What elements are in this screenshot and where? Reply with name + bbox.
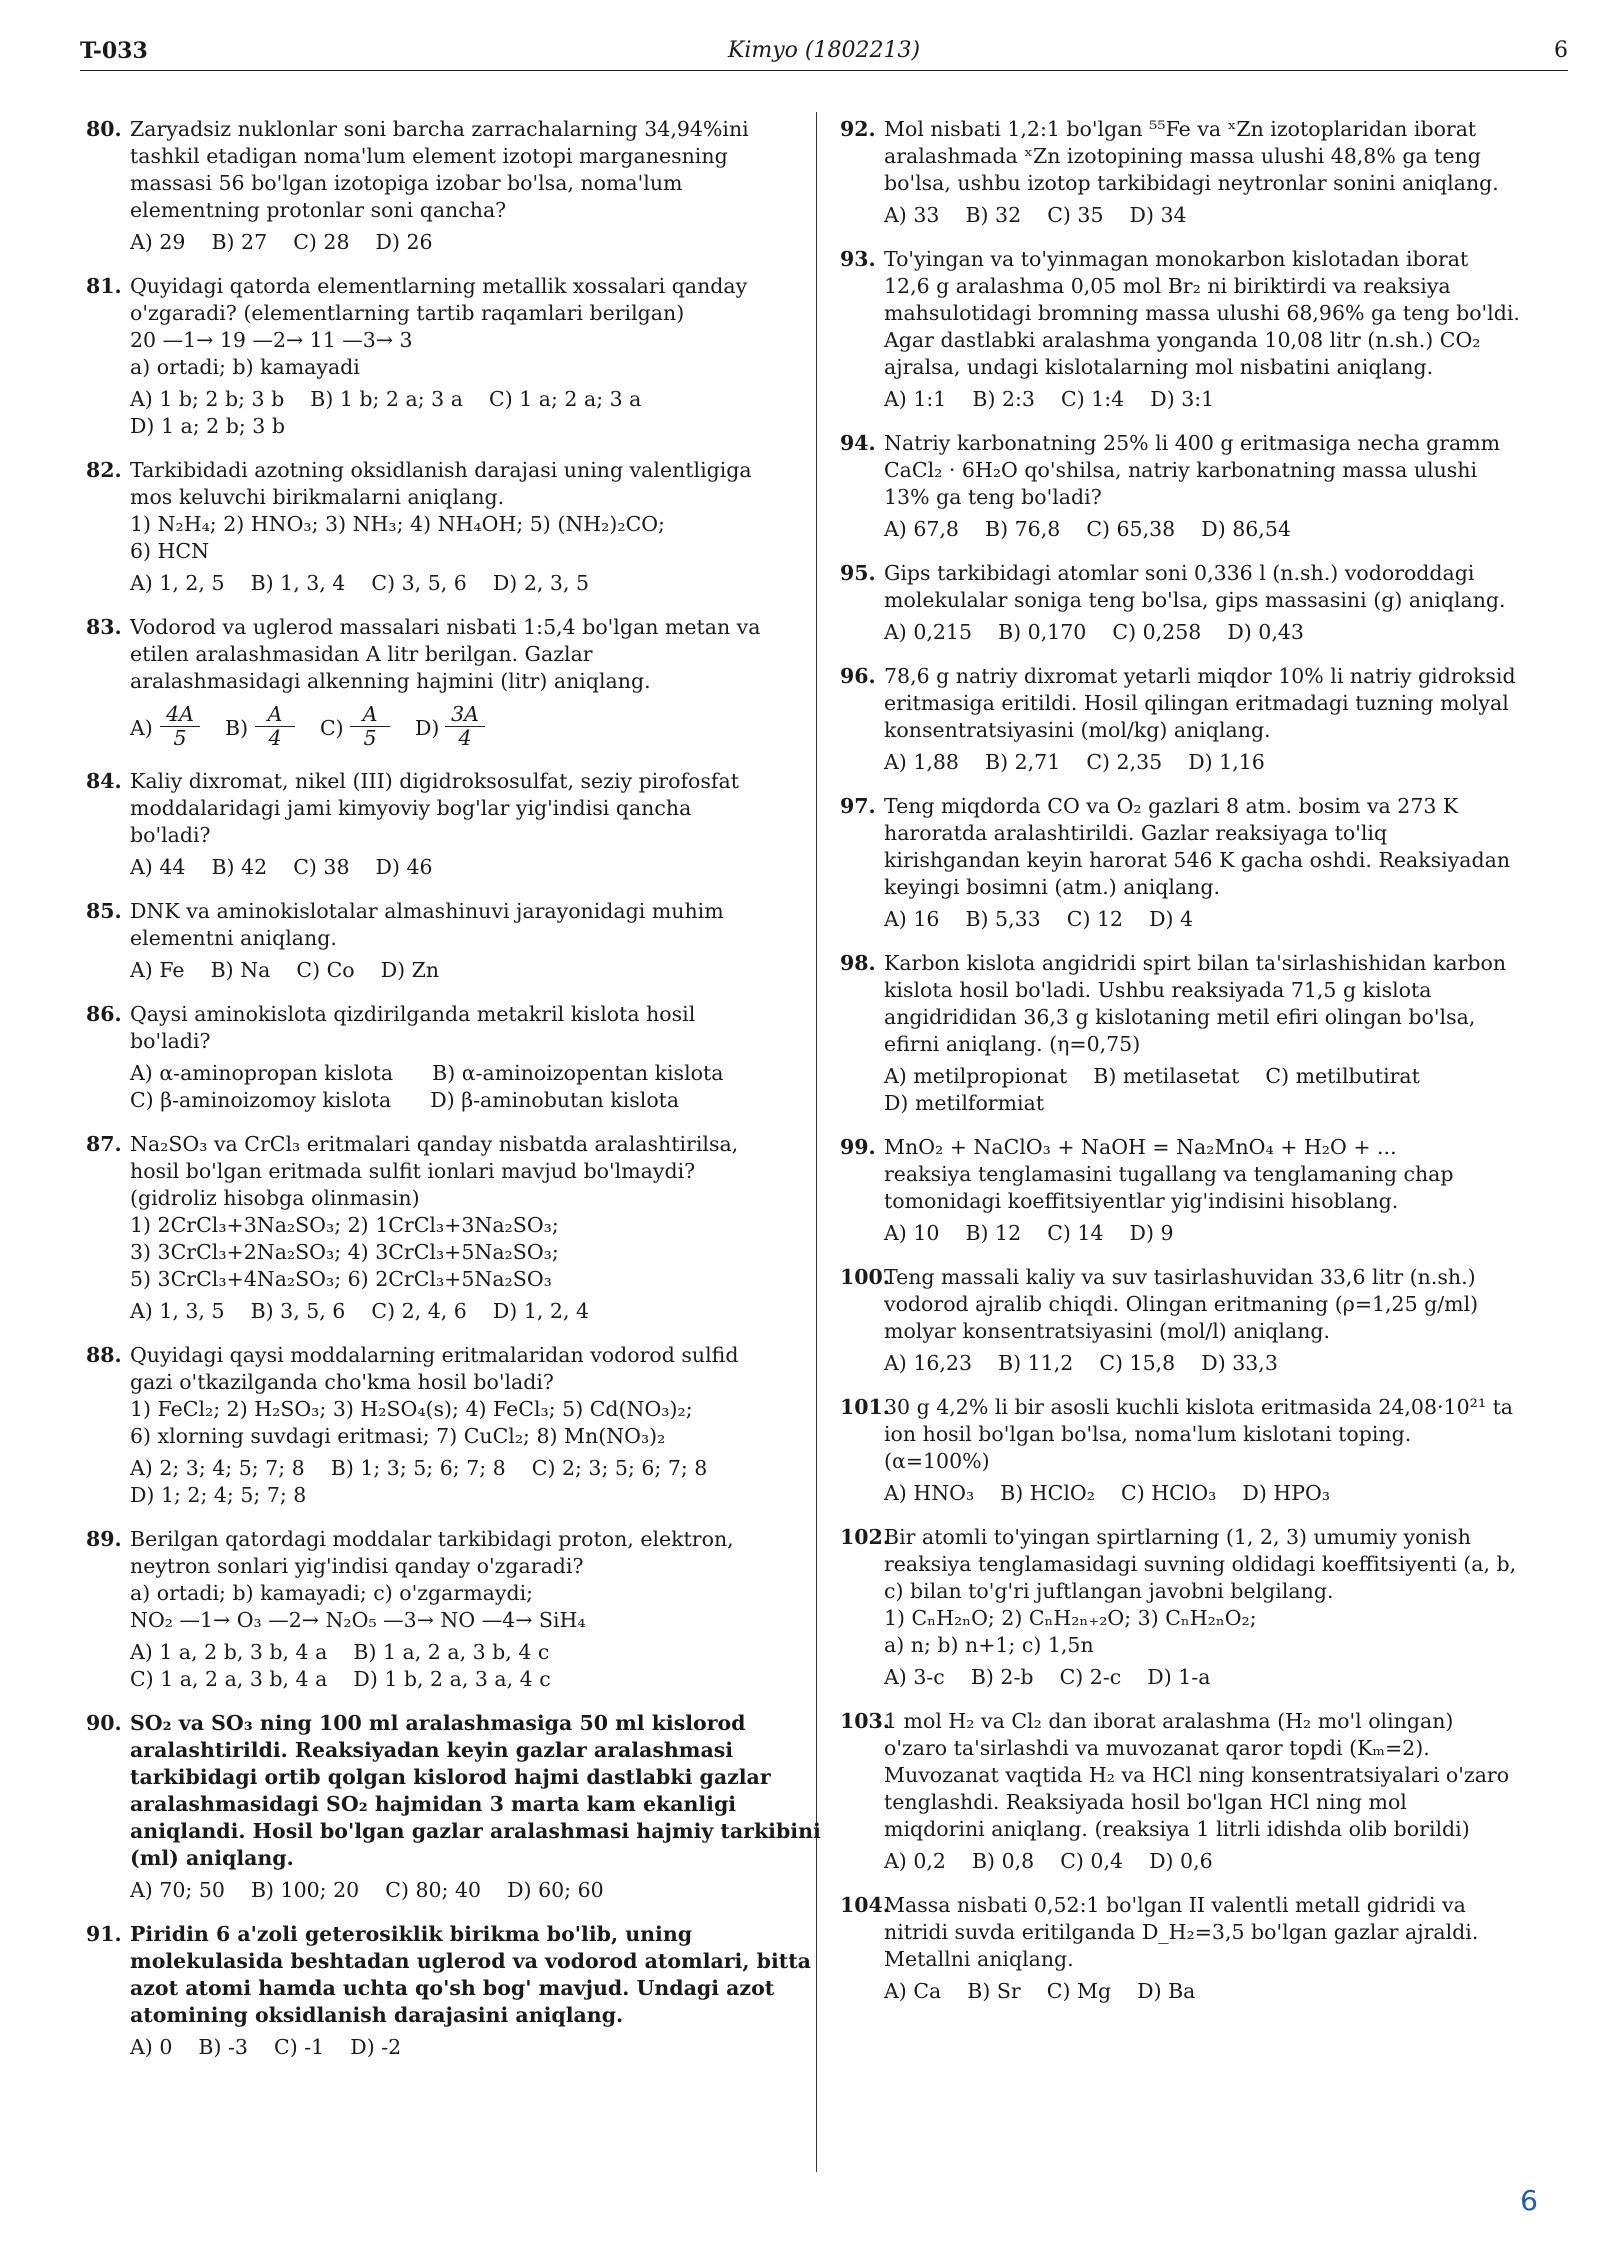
question-number: 98.	[840, 951, 876, 975]
question	[86, 614, 796, 751]
question-text-line: Quyidagi qaysi moddalarning eritmalaridan vodorod sulfid	[130, 1343, 739, 1367]
question-text-line: mahsulotidagi bromning massa ulushi 68,96% ga teng bo'ldi.	[884, 301, 1520, 325]
question-text-line: 3) 3CrCl₃+2Na₂SO₃; 4) 3CrCl₃+5Na₂SO₃;	[130, 1240, 559, 1264]
answer-options: A) 67,8 B) 76,8 C) 65,38 D) 86,54	[884, 517, 1291, 541]
question-number: 80.	[86, 117, 122, 141]
question-text-line: Natriy karbonatning 25% li 400 g eritmasiga necha gramm	[884, 431, 1501, 455]
question	[86, 898, 796, 984]
option-letter: B)	[225, 716, 249, 740]
answer-options: A) 3-c B) 2-b C) 2-c D) 1-a	[884, 1665, 1211, 1689]
question-text-line: 6) HCN	[130, 539, 210, 563]
answer-options: A) 1 b; 2 b; 3 b B) 1 b; 2 a; 3 a C) 1 a; 2 a; 3 a	[130, 387, 642, 411]
question-text-line: kirishgandan keyin harorat 546 K gacha oshdi. Reaksiyadan	[884, 848, 1511, 872]
question-text-line: DNK va aminokislotalar almashinuvi jarayonidagi muhim	[130, 899, 724, 923]
question	[840, 1708, 1550, 1875]
question-text-line: 12,6 g aralashma 0,05 mol Br₂ ni biriktirdi va reaksiya	[884, 274, 1451, 298]
question-text-line: neytron sonlari yig'indisi qanday o'zgaradi?	[130, 1554, 584, 1578]
answer-options: A) 1,88 B) 2,71 C) 2,35 D) 1,16	[884, 750, 1265, 774]
question-text-line: o'zgaradi? (elementlarning tartib raqamlari berilgan)	[130, 301, 685, 325]
question	[86, 1526, 796, 1693]
question-text-line: 30 g 4,2% li bir asosli kuchli kislota eritmasida 24,08·10²¹ ta	[884, 1395, 1514, 1419]
question-text-line: aralashtirildi. Reaksiyadan keyin gazlar aralashmasi	[130, 1738, 734, 1762]
question-text-line: ajralsa, undagi kislotalarning mol nisbatini aniqlang.	[884, 355, 1434, 379]
question	[86, 1710, 821, 1904]
question-text-line: vodorod ajralib chiqdi. Olingan eritmaning (ρ=1,25 g/ml)	[884, 1292, 1479, 1316]
question-text-line: MnO₂ + NaClO₃ + NaOH = Na₂MnO₄ + H₂O + ...	[884, 1135, 1397, 1159]
question-number: 93.	[840, 247, 876, 271]
question-text-line: 1) CₙH₂ₙO; 2) CₙH₂ₙ₊₂O; 3) CₙH₂ₙO₂;	[884, 1606, 1257, 1630]
question-text-line: moddalaridagi jami kimyoviy bog'lar yig'indisi qancha	[130, 796, 692, 820]
question-text-line: bo'ladi?	[130, 823, 211, 847]
subject-title: Kimyo (1802213)	[727, 38, 921, 63]
answer-options: A) 29 B) 27 C) 28 D) 26	[130, 230, 433, 254]
answer-options: D) metilformiat	[884, 1091, 1045, 1115]
question-number: 94.	[840, 431, 876, 455]
question	[840, 793, 1550, 933]
question-text-line: a) n; b) n+1; c) 1,5n	[884, 1633, 1094, 1657]
question-number: 97.	[840, 794, 876, 818]
question-text-line: molekulalar soniga teng bo'lsa, gips massasini (g) aniqlang.	[884, 588, 1506, 612]
fraction-numerator: A	[255, 703, 295, 727]
question-text-line: nitridi suvda eritilganda D_H₂=3,5 bo'lgan gazlar ajraldi.	[884, 1920, 1479, 1944]
fraction-denominator: 5	[173, 726, 187, 750]
question-text-line: mos keluvchi birikmalarni aniqlang.	[130, 485, 505, 509]
question-text-line: Agar dastlabki aralashma yonganda 10,08 litr (n.sh.) CO₂	[884, 328, 1481, 352]
answer-options: A) metilpropionat B) metilasetat C) metilbutirat	[884, 1064, 1420, 1088]
answer-options: C) 1 a, 2 a, 3 b, 4 a D) 1 b, 2 a, 3 a, 4 c	[130, 1667, 551, 1691]
answer-options: A) 33 B) 32 C) 35 D) 34	[884, 203, 1187, 227]
question-text-line: azot atomi hamda uchta qo'sh bog' mavjud. Undagi azot	[130, 1976, 775, 2000]
left-column	[86, 116, 821, 2078]
fraction-answer-row	[130, 703, 796, 751]
page-header	[80, 38, 1568, 71]
question-text-line: Piridin 6 a'zoli geterosiklik birikma bo'lib, uning	[130, 1922, 693, 1946]
answer-options: A) 1 a, 2 b, 3 b, 4 a B) 1 a, 2 a, 3 b, 4 c	[130, 1640, 550, 1664]
answer-options: A) HNO₃ B) HClO₂ C) HClO₃ D) HPO₃	[884, 1481, 1331, 1505]
question-text-line: Karbon kislota angidridi spirt bilan ta'sirlashishidan karbon	[884, 951, 1507, 975]
question-text-line: eritmasiga eritildi. Hosil qilingan eritmadagi tuzning molyal	[884, 691, 1509, 715]
question-text-line: NO₂ —1→ O₃ —2→ N₂O₅ —3→ NO —4→ SiH₄	[130, 1608, 586, 1632]
question-text-line: o'zaro ta'sirlashdi va muvozanat qaror topdi (Kₘ=2).	[884, 1736, 1430, 1760]
question-number: 103.	[840, 1709, 890, 1733]
answer-options: A) 70; 50 B) 100; 20 C) 80; 40 D) 60; 60	[130, 1878, 604, 1902]
answer-options: A) 2; 3; 4; 5; 7; 8 B) 1; 3; 5; 6; 7; 8 C) 2; 3; 5; 6; 7; 8	[130, 1456, 708, 1480]
fraction-numerator: A	[350, 703, 390, 727]
question-text-line: konsentratsiyasini (mol/kg) aniqlang.	[884, 718, 1271, 742]
question-number: 84.	[86, 769, 122, 793]
question-text-line: 1) 2CrCl₃+3Na₂SO₃; 2) 1CrCl₃+3Na₂SO₃;	[130, 1213, 559, 1237]
question	[86, 1001, 796, 1114]
question-text-line: 6) xlorning suvdagi eritmasi; 7) CuCl₂; 8) Mn(NO₃)₂	[130, 1424, 666, 1448]
question-number: 88.	[86, 1343, 122, 1367]
question-text-line: Bir atomli to'yingan spirtlarning (1, 2, 3) umumiy yonish	[884, 1525, 1471, 1549]
fraction	[160, 703, 200, 750]
question-number: 90.	[86, 1711, 122, 1735]
question-text-line: (α=100%)	[884, 1449, 990, 1473]
question-text-line: 1) N₂H₄; 2) HNO₃; 3) NH₃; 4) NH₄OH; 5) (NH₂)₂CO;	[130, 512, 665, 536]
question-text-line: Zaryadsiz nuklonlar soni barcha zarrachalarning 34,94%ini	[130, 117, 749, 141]
answer-options: A) 0 B) -3 C) -1 D) -2	[130, 2035, 402, 2059]
option-letter: C)	[320, 716, 344, 740]
question-number: 85.	[86, 899, 122, 923]
question-text-line: Metallni aniqlang.	[884, 1947, 1074, 1971]
question	[86, 768, 796, 881]
question-number: 86.	[86, 1002, 122, 1026]
question-text-line: efirni aniqlang. (η=0,75)	[884, 1032, 1141, 1056]
question-text-line: Vodorod va uglerod massalari nisbati 1:5,4 bo'lgan metan va	[130, 615, 761, 639]
question-text-line: Qaysi aminokislota qizdirilganda metakril kislota hosil	[130, 1002, 696, 1026]
question-text-line: 20 —1→ 19 —2→ 11 —3→ 3	[130, 328, 413, 352]
answer-options: A) Fe B) Na C) Co D) Zn	[130, 958, 440, 982]
question	[840, 663, 1550, 776]
question-text-line: bo'lsa, ushbu izotop tarkibidagi neytronlar sonini aniqlang.	[884, 171, 1499, 195]
question-text-line: reaksiya tenglamasidagi suvning oldidagi koeffitsiyenti (a, b,	[884, 1552, 1517, 1576]
test-code: T-033	[80, 38, 148, 64]
footer-page-number: 6	[1520, 2184, 1538, 2217]
question-text-line: CaCl₂ · 6H₂O qo'shilsa, natriy karbonatning massa ulushi	[884, 458, 1478, 482]
question-text-line: aniqlandi. Hosil bo'lgan gazlar aralashmasi hajmiy tarkibini	[130, 1819, 821, 1843]
question	[840, 950, 1550, 1117]
fraction-denominator: 5	[363, 726, 377, 750]
question-text-line: 1 mol H₂ va Cl₂ dan iborat aralashma (H₂ mo'l olingan)	[884, 1709, 1454, 1733]
question-text-line: ion hosil bo'lgan bo'lsa, noma'lum kislotani toping.	[884, 1422, 1412, 1446]
question-text-line: massasi 56 bo'lgan izotopiga izobar bo'lsa, noma'lum	[130, 171, 683, 195]
question-text-line: gazi o'tkazilganda cho'kma hosil bo'ladi?	[130, 1370, 554, 1394]
fraction	[350, 703, 390, 750]
answer-options: C) β-aminoizomoy kislota D) β-aminobutan kislota	[130, 1088, 680, 1112]
question-text-line: a) ortadi; b) kamayadi; c) o'zgarmaydi;	[130, 1581, 534, 1605]
question-number: 92.	[840, 117, 876, 141]
question-text-line: kislota hosil bo'ladi. Ushbu reaksiyada 71,5 g kislota	[884, 978, 1432, 1002]
question-text-line: bo'ladi?	[130, 1029, 211, 1053]
question-number: 95.	[840, 561, 876, 585]
question-text-line: (gidroliz hisobga olinmasin)	[130, 1186, 420, 1210]
question-text-line: tarkibidagi ortib qolgan kislorod hajmi dastlabki gazlar	[130, 1765, 771, 1789]
answer-options: A) 1, 3, 5 B) 3, 5, 6 C) 2, 4, 6 D) 1, 2, 4	[130, 1299, 590, 1323]
question-text-line: aralashmasidagi SO₂ hajmidan 3 marta kam ekanligi	[130, 1792, 737, 1816]
question	[86, 1131, 796, 1325]
question-text-line: atomining oksidlanish darajasini aniqlang.	[130, 2003, 624, 2027]
question-number: 89.	[86, 1527, 122, 1551]
question-text-line: Mol nisbati 1,2:1 bo'lgan ⁵⁵Fe va ˣZn izotoplaridan iborat	[884, 117, 1477, 141]
fraction-denominator: 4	[458, 726, 472, 750]
option-letter: A)	[130, 716, 153, 740]
question-text-line: reaksiya tenglamasini tugallang va tenglamaning chap	[884, 1162, 1454, 1186]
right-column	[840, 116, 1550, 2022]
question-text-line: 5) 3CrCl₃+4Na₂SO₃; 6) 2CrCl₃+5Na₂SO₃	[130, 1267, 552, 1291]
question-text-line: keyingi bosimni (atm.) aniqlang.	[884, 875, 1220, 899]
answer-options: A) 1:1 B) 2:3 C) 1:4 D) 3:1	[884, 387, 1215, 411]
question-text-line: tenglashdi. Reaksiyada hosil bo'lgan HCl ning mol	[884, 1790, 1407, 1814]
question-text-line: molyar konsentratsiyasini (mol/l) aniqlang.	[884, 1319, 1331, 1343]
answer-options: A) 1, 2, 5 B) 1, 3, 4 C) 3, 5, 6 D) 2, 3, 5	[130, 571, 590, 595]
answer-options: A) 0,215 B) 0,170 C) 0,258 D) 0,43	[884, 620, 1304, 644]
question-text-line: Na₂SO₃ va CrCl₃ eritmalari qanday nisbatda aralashtirilsa,	[130, 1132, 739, 1156]
answer-options: D) 1; 2; 4; 5; 7; 8	[130, 1483, 307, 1507]
question	[86, 1342, 796, 1509]
question	[840, 1134, 1550, 1247]
question-text-line: Berilgan qatordagi moddalar tarkibidagi proton, elektron,	[130, 1527, 734, 1551]
question-text-line: elementning protonlar soni qancha?	[130, 198, 507, 222]
question-text-line: miqdorini aniqlang. (reaksiya 1 litrli idishda olib borildi)	[884, 1817, 1470, 1841]
fraction-numerator: 4A	[160, 703, 200, 727]
answer-options: A) 16 B) 5,33 C) 12 D) 4	[884, 907, 1194, 931]
question-number: 96.	[840, 664, 876, 688]
question-number: 83.	[86, 615, 122, 639]
question-number: 99.	[840, 1135, 876, 1159]
question-text-line: SO₂ va SO₃ ning 100 ml aralashmasiga 50 ml kislorod	[130, 1711, 746, 1735]
question-text-line: molekulasida beshtadan uglerod va vodorod atomlari, bitta	[130, 1949, 811, 1973]
answer-options: A) 10 B) 12 C) 14 D) 9	[884, 1221, 1174, 1245]
question-text-line: Gips tarkibidagi atomlar soni 0,336 l (n.sh.) vodoroddagi	[884, 561, 1475, 585]
question-text-line: aralashmasidagi alkenning hajmini (litr) aniqlang.	[130, 669, 651, 693]
question-text-line: Massa nisbati 0,52:1 bo'lgan II valentli metall gidridi va	[884, 1893, 1466, 1917]
question-number: 91.	[86, 1922, 122, 1946]
option-letter: D)	[415, 716, 440, 740]
column-divider	[816, 112, 817, 2172]
question	[86, 116, 796, 256]
fraction	[445, 703, 485, 750]
question	[840, 560, 1550, 646]
question	[86, 273, 796, 440]
question-text-line: haroratda aralashtirildi. Gazlar reaksiyaga to'liq	[884, 821, 1388, 845]
question-text-line: tomonidagi koeffitsiyentlar yig'indisini hisoblang.	[884, 1189, 1399, 1213]
header-page-number: 6	[1554, 38, 1568, 63]
question-text-line: c) bilan to'g'ri juftlangan javobni belgilang.	[884, 1579, 1334, 1603]
answer-options: A) 44 B) 42 C) 38 D) 46	[130, 855, 433, 879]
question-text-line: 78,6 g natriy dixromat yetarli miqdor 10% li natriy gidroksid	[884, 664, 1516, 688]
question-number: 102.	[840, 1525, 890, 1549]
question-number: 104.	[840, 1893, 890, 1917]
answer-options: A) α-aminopropan kislota B) α-aminoizopentan kislota	[130, 1061, 724, 1085]
answer-options: A) 16,23 B) 11,2 C) 15,8 D) 33,3	[884, 1351, 1278, 1375]
question	[840, 246, 1550, 413]
question-text-line: angidrididan 36,3 g kislotaning metil efiri olingan bo'lsa,	[884, 1005, 1476, 1029]
question-number: 81.	[86, 274, 122, 298]
question	[840, 1892, 1550, 2005]
question-text-line: 13% ga teng bo'ladi?	[884, 485, 1102, 509]
question-text-line: Teng miqdorda CO va O₂ gazlari 8 atm. bosim va 273 K	[884, 794, 1459, 818]
question-text-line: Kaliy dixromat, nikel (III) digidroksosulfat, seziy pirofosfat	[130, 769, 739, 793]
question-text-line: tashkil etadigan noma'lum element izotopi marganesning	[130, 144, 728, 168]
fraction-denominator: 4	[268, 726, 282, 750]
question-number: 87.	[86, 1132, 122, 1156]
question-text-line: (ml) aniqlang.	[130, 1846, 294, 1870]
question-text-line: Teng massali kaliy va suv tasirlashuvidan 33,6 litr (n.sh.)	[884, 1265, 1476, 1289]
question-text-line: 1) FeCl₂; 2) H₂SO₃; 3) H₂SO₄(s); 4) FeCl₃; 5) Cd(NO₃)₂;	[130, 1397, 693, 1421]
question	[840, 116, 1550, 229]
answer-options: A) Ca B) Sr C) Mg D) Ba	[884, 1979, 1196, 2003]
answer-options: A) 0,2 B) 0,8 C) 0,4 D) 0,6	[884, 1849, 1213, 1873]
question-text-line: hosil bo'lgan eritmada sulfit ionlari mavjud bo'lmaydi?	[130, 1159, 696, 1183]
question-text-line: Quyidagi qatorda elementlarning metallik xossalari qanday	[130, 274, 748, 298]
question-number: 101.	[840, 1395, 890, 1419]
question	[840, 430, 1550, 543]
question-number: 82.	[86, 458, 122, 482]
question-number: 100.	[840, 1265, 890, 1289]
question-text-line: elementni aniqlang.	[130, 926, 337, 950]
question-text-line: aralashmada ˣZn izotopining massa ulushi 48,8% ga teng	[884, 144, 1481, 168]
question-text-line: Tarkibidadi azotning oksidlanish darajasi uning valentligiga	[130, 458, 752, 482]
answer-options: D) 1 a; 2 b; 3 b	[130, 414, 285, 438]
question	[840, 1264, 1550, 1377]
question	[86, 1921, 811, 2061]
question	[86, 457, 796, 597]
question-text-line: Muvozanat vaqtida H₂ va HCl ning konsentratsiyalari o'zaro	[884, 1763, 1510, 1787]
fraction-numerator: 3A	[445, 703, 485, 727]
question-text-line: a) ortadi; b) kamayadi	[130, 355, 360, 379]
question-text-line: etilen aralashmasidan A litr berilgan. Gazlar	[130, 642, 593, 666]
question	[840, 1524, 1550, 1691]
question	[840, 1394, 1550, 1507]
fraction	[255, 703, 295, 750]
question-text-line: To'yingan va to'yinmagan monokarbon kislotadan iborat	[884, 247, 1469, 271]
